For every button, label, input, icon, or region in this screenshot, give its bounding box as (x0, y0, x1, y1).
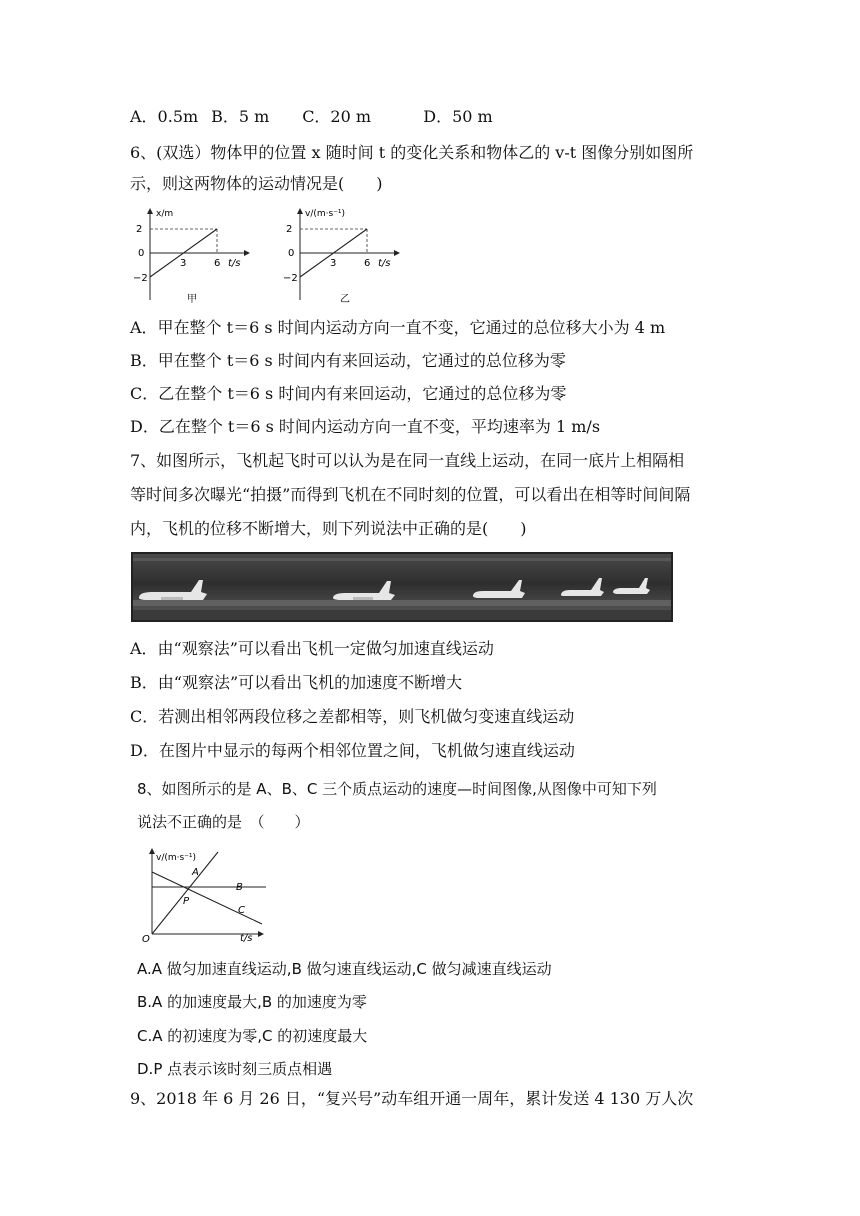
label-c: C (238, 905, 245, 916)
label-a: A (192, 867, 199, 878)
yi-ytick-neg2: −2 (283, 273, 298, 284)
q8-x-arrow (258, 931, 264, 937)
q9-stem-line1: 9、2018 年 6 月 26 日，“复兴号”动车组开通一周年，累计发送 4 130 万人次 (130, 1089, 694, 1108)
q6-option-d: D．乙在整个 t＝6 s 时间内运动方向一直不变，平均速率为 1 m/s (130, 417, 601, 436)
q8-option-b: B.A 的加速度最大,B 的加速度为零 (137, 993, 367, 1011)
q6-option-b: B．甲在整个 t＝6 s 时间内有来回运动，它通过的总位移为零 (130, 351, 566, 370)
jia-xlabel: t/s (228, 258, 241, 269)
q8-stem-line2: 说法不正确的是 （ ） (137, 813, 310, 831)
label-p: P (183, 896, 190, 907)
yi-x-arrow (394, 250, 400, 256)
q6-option-c: C．乙在整个 t＝6 s 时间内有来回运动，它通过的总位移为零 (130, 384, 567, 403)
q8-ylabel: v/(m·s⁻¹) (156, 853, 197, 863)
q7-stem-line2: 等时间多次曝光“拍摄”而得到飞机在不同时刻的位置，可以看出在相等时间间隔 (130, 485, 691, 504)
q8-figure (140, 846, 270, 948)
q5-option-d: D．50 m (423, 107, 493, 126)
q7-stem-line3: 内，飞机的位移不断增大，则下列说法中正确的是( ) (130, 519, 527, 538)
q7-option-c: C．若测出相邻两段位移之差都相等，则飞机做匀变速直线运动 (130, 707, 575, 726)
yi-xtick-6: 6 (364, 258, 371, 269)
jia-ytick-0: 0 (138, 248, 145, 259)
yi-y-arrow (297, 208, 303, 214)
q5-options (130, 106, 493, 128)
q5-option-c: C．20 m (302, 107, 372, 126)
yi-ylabel: v/(m·s⁻¹) (305, 209, 346, 219)
q6-stem-line1: 6、(双选）物体甲的位置 x 随时间 t 的变化关系和物体乙的 v-t 图像分别如图所 (130, 143, 694, 162)
label-b: B (236, 882, 243, 893)
jia-y-arrow (147, 208, 153, 214)
q5-option-b: B．5 m (211, 107, 270, 126)
jia-ylabel: x/m (156, 209, 174, 219)
q8-option-d: D.P 点表示该时刻三质点相遇 (137, 1060, 333, 1078)
q8-stem-line1: 8、如图所示的是 A、B、C 三个质点运动的速度—时间图像,从图像中可知下列 (137, 780, 657, 798)
q6-option-a: A．甲在整个 t＝6 s 时间内运动方向一直不变，它通过的总位移大小为 4 m (130, 318, 666, 337)
yi-xlabel: t/s (378, 258, 391, 269)
yi-xtick-3: 3 (330, 258, 337, 269)
q8-y-arrow (149, 848, 155, 854)
q5-option-a: A．0.5m (130, 107, 199, 126)
line-c (152, 872, 262, 924)
q7-stem-line1: 7、如图所示，飞机起飞时可以认为是在同一直线上运动，在同一底片上相隔相 (130, 451, 685, 470)
jia-caption: 甲 (187, 294, 197, 305)
q8-option-a: A.A 做匀加速直线运动,B 做匀速直线运动,C 做匀减速直线运动 (137, 960, 552, 978)
q7-option-d: D．在图片中显示的每两个相邻位置之间，飞机做匀速直线运动 (130, 741, 575, 760)
q8-xlabel: t/s (240, 933, 253, 944)
line-a (152, 852, 218, 934)
yi-ytick-2: 2 (286, 224, 293, 235)
yi-ytick-0: 0 (288, 248, 295, 259)
jia-xtick-6: 6 (214, 258, 221, 269)
yi-caption: 乙 (340, 294, 350, 305)
q8-option-c: C.A 的初速度为零,C 的初速度最大 (137, 1027, 368, 1045)
q6-figure-jia (130, 204, 260, 312)
jia-x-arrow (244, 250, 250, 256)
jia-ytick-2: 2 (136, 224, 143, 235)
jia-ytick-neg2: −2 (133, 273, 148, 284)
airplane-multi-exposure-photo (131, 552, 673, 622)
jia-xtick-3: 3 (180, 258, 187, 269)
q8-origin: O (142, 934, 150, 944)
q6-figure-yi (280, 204, 410, 312)
q7-option-a: A．由“观察法”可以看出飞机一定做匀加速直线运动 (130, 639, 494, 658)
q6-stem-line2: 示，则这两物体的运动情况是( ) (130, 174, 383, 193)
q7-option-b: B．由“观察法”可以看出飞机的加速度不断增大 (130, 673, 463, 692)
